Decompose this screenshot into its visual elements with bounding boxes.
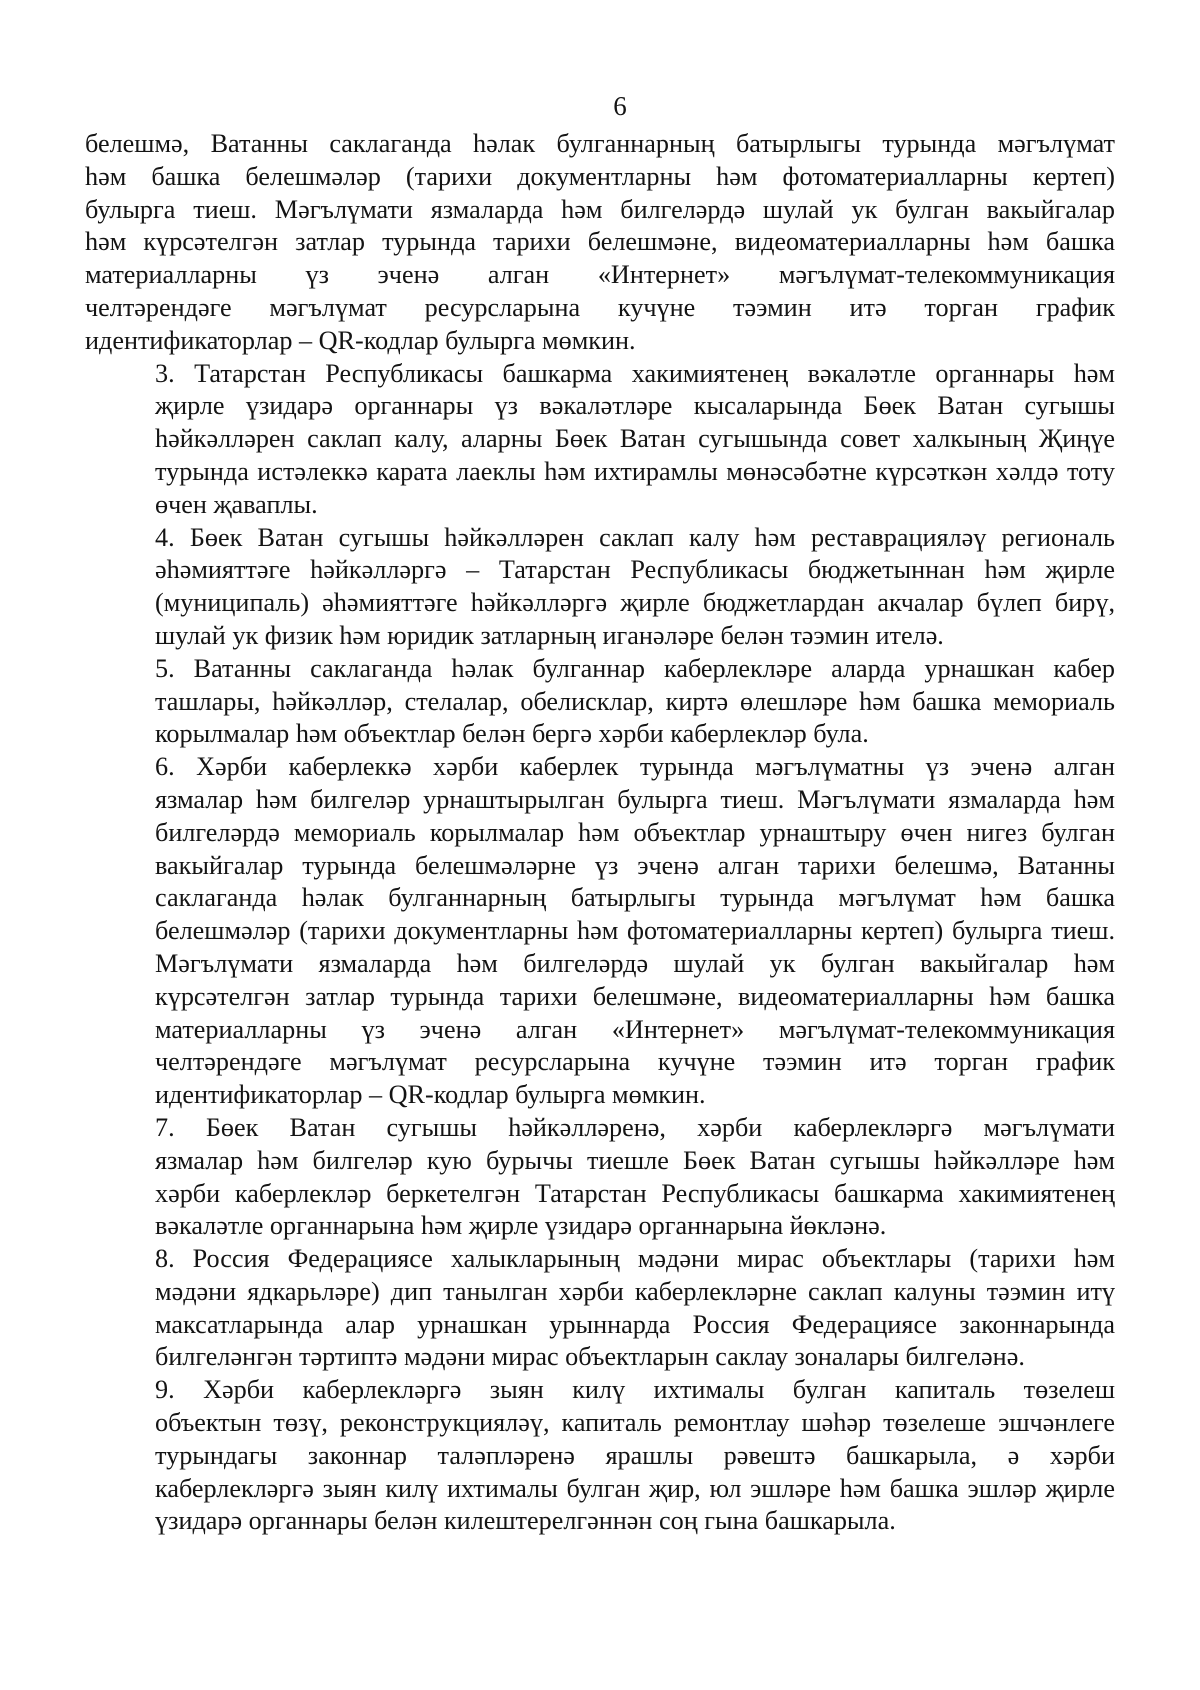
text-line: мәдәни ядкарьләре) дип танылган хәрби каберлекләрне саклап калуны тәэмин итү xyxy=(155,1276,1115,1306)
text-line: җирле үзидарә органнары үз вәкаләтләре кысаларында Бөек Ватан сугышы xyxy=(155,391,1115,421)
text-line: идентификаторлар – QR-кодлар булырга мөмкин. xyxy=(155,1080,706,1110)
text-line: максатларында алар урнашкан урыннарда Россия Федерациясе законнарында xyxy=(155,1309,1115,1339)
text-line: 6. Хәрби каберлеккә хәрби каберлек турында мәгълүматны үз эченә алган xyxy=(155,752,1115,782)
text-line: турындагы законнар таләпләренә ярашлы рәвештә башкарыла, ә хәрби xyxy=(155,1440,1115,1470)
text-line: материалларны үз эченә алган «Интернет» мәгълүмат-телекоммуникация xyxy=(85,260,1115,290)
document-page xyxy=(85,88,1115,1538)
page-number: 6 xyxy=(613,91,627,121)
paragraph-p-7 xyxy=(85,1112,1115,1243)
text-line: саклаганда һәлак булганнарның батырлыгы турында мәгълүмат һәм башка xyxy=(155,883,1115,913)
paragraph-p-9 xyxy=(85,1374,1115,1538)
text-line: күрсәтелгән затлар турында тарихи белешмәне, видеоматериалларны һәм башка xyxy=(155,981,1115,1011)
text-line: хәрби каберлекләр беркетелгән Татарстан Республикасы башкарма хакимиятенең xyxy=(155,1178,1115,1208)
paragraph-p-5 xyxy=(85,653,1115,751)
paragraph-p-8 xyxy=(85,1243,1115,1374)
paragraph-p-cont xyxy=(85,128,1115,358)
text-line: үзидарә органнары белән килештерелгәннән соң гына башкарыла. xyxy=(155,1506,896,1536)
text-line: челтәрендәге мәгълүмат ресурсларына кучүне тәэмин итә торган график xyxy=(85,292,1115,322)
text-line: идентификаторлар – QR-кодлар булырга мөмкин. xyxy=(85,325,636,355)
text-line: язмалар һәм билгеләр кую бурычы тиешле Бөек Ватан сугышы һәйкәлләре һәм xyxy=(155,1145,1115,1175)
text-line: материалларны үз эченә алган «Интернет» мәгълүмат-телекоммуникация xyxy=(155,1014,1115,1044)
paragraph-p-3 xyxy=(85,358,1115,522)
text-line: объектын төзү, реконструкцияләү, капиталь ремонтлау шәһәр төзелеше эшчәнлеге xyxy=(155,1408,1115,1438)
text-line: язмалар һәм билгеләр урнаштырылган булырга тиеш. Мәгълүмати язмаларда һәм xyxy=(155,784,1115,814)
paragraph-p-4 xyxy=(85,522,1115,653)
text-line: белешмәләр (тарихи документларны һәм фотоматериалларны кертеп) булырга тиеш. xyxy=(155,916,1115,946)
text-line: билгеләрдә мемориаль корылмалар һәм объектлар урнаштыру өчен нигез булган xyxy=(155,817,1115,847)
text-line: белешмә, Ватанны саклаганда һәлак булганнарның батырлыгы турында мәгълүмат xyxy=(85,129,1115,158)
text-line: Мәгълүмати язмаларда һәм билгеләрдә шулай ук булган вакыйгалар һәм xyxy=(155,948,1115,978)
paragraph-p-6 xyxy=(85,751,1115,1112)
text-line: һәйкәлләрен саклап калу, аларны Бөек Ватан сугышында совет халкының Җиңүе xyxy=(155,424,1115,454)
text-line: булырга тиеш. Мәгълүмати язмаларда һәм билгеләрдә шулай ук булган вакыйгалар xyxy=(85,194,1115,224)
text-line: 3. Татарстан Республикасы башкарма хакимиятенең вәкаләтле органнары һәм xyxy=(155,358,1115,388)
text-line: 9. Хәрби каберлекләргә зыян килү ихтималы булган капиталь төзелеш xyxy=(155,1375,1115,1405)
text-line: билгеләнгән тәртиптә мәдәни мирас объектларын саклау зоналары билгеләнә. xyxy=(155,1342,1025,1372)
text-line: 5. Ватанны саклаганда һәлак булганнар каберлекләре аларда урнашкан кабер xyxy=(155,653,1115,683)
text-line: вәкаләтле органнарына һәм җирле үзидарә органнарына йөкләнә. xyxy=(155,1211,887,1241)
text-line: 4. Бөек Ватан сугышы һәйкәлләрен саклап калу һәм реставрацияләү региональ xyxy=(155,522,1115,552)
text-line: өчен җаваплы. xyxy=(155,489,318,519)
text-line: корылмалар һәм объектлар белән бергә хәрби каберлекләр була. xyxy=(155,719,869,749)
text-line: шулай ук физик һәм юридик затларның иганәләре белән тәэмин ителә. xyxy=(155,620,944,650)
document-body xyxy=(85,128,1115,1538)
text-line: 8. Россия Федерациясе халыкларының мәдәни мирас объектлары (тарихи һәм xyxy=(155,1244,1115,1274)
text-line: ташлары, һәйкәлләр, стелалар, обелисклар, киртә өлешләре һәм башка мемориаль xyxy=(155,686,1115,716)
text-line: 7. Бөек Ватан сугышы һәйкәлләренә, хәрби каберлекләргә мәгълүмати xyxy=(155,1112,1115,1142)
text-line: турында истәлеккә карата лаеклы һәм ихтирамлы мөнәсәбәтне күрсәткән хәлдә тоту xyxy=(155,456,1115,486)
text-line: каберлекләргә зыян килү ихтималы булган җир, юл эшләре һәм башка эшләр җирле xyxy=(155,1473,1115,1503)
text-line: һәм башка белешмәләр (тарихи документларны һәм фотоматериалларны кертеп) xyxy=(85,161,1115,191)
text-line: челтәрендәге мәгълүмат ресурсларына кучүне тәэмин итә торган график xyxy=(155,1047,1115,1077)
text-line: һәм күрсәтелгән затлар турында тарихи белешмәне, видеоматериалларны һәм башка xyxy=(85,227,1115,257)
text-line: (муниципаль) әһәмияттәге һәйкәлләргә җирле бюджетлардан акчалар бүлеп бирү, xyxy=(155,588,1115,618)
text-line: вакыйгалар турында белешмәләрне үз эченә алган тарихи белешмә, Ватанны xyxy=(155,850,1115,880)
text-line: әһәмияттәге һәйкәлләргә – Татарстан Республикасы бюджетыннан һәм җирле xyxy=(155,555,1115,585)
